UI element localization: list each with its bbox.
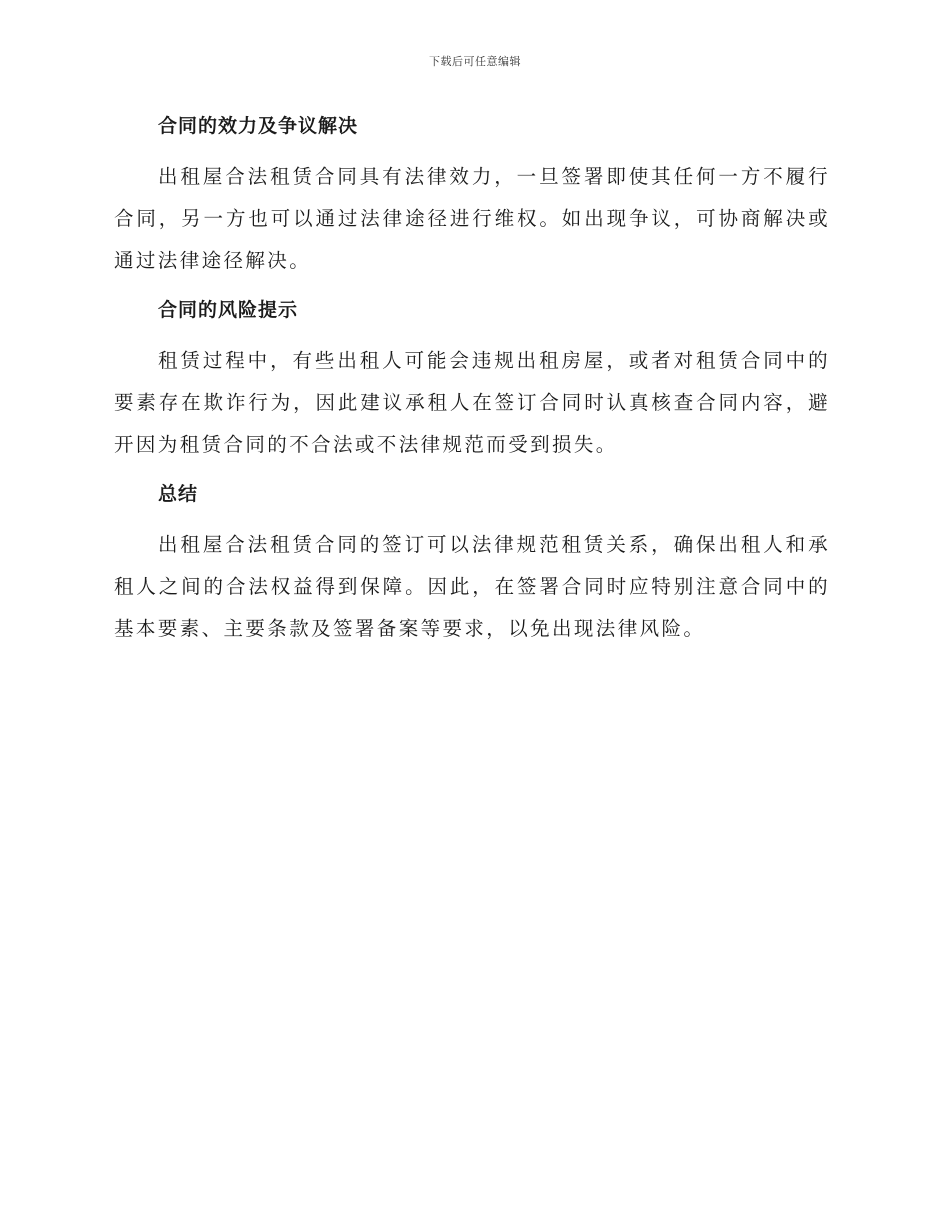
section-risk-notice: [114, 292, 830, 466]
section-validity-disputes: [114, 108, 830, 282]
page-header-note: 下载后可任意编辑: [429, 55, 521, 68]
section-paragraph: 租赁过程中，有些出租人可能会违规出租房屋，或者对租赁合同中的要素存在欺诈行为，因此建议承租人在签订合同时认真核查合同内容，避开因为租赁合同的不合法或不法律规范而受到损失。: [114, 349, 830, 456]
section-paragraph: 出租屋合法租赁合同的签订可以法律规范租赁关系，确保出租人和承租人之间的合法权益得到保障。因此，在签署合同时应特别注意合同中的基本要素、主要条款及签署备案等要求，以免出现法律风险。: [114, 533, 830, 640]
section-heading: 合同的风险提示: [158, 299, 299, 321]
section-heading: 总结: [158, 483, 199, 505]
section-summary: [114, 476, 830, 650]
section-heading: 合同的效力及争议解决: [158, 115, 359, 137]
section-paragraph: 出租屋合法租赁合同具有法律效力，一旦签署即使其任何一方不履行合同，另一方也可以通过法律途径进行维权。如出现争议，可协商解决或通过法律途径解决。: [114, 165, 830, 272]
document-body: [114, 108, 830, 660]
